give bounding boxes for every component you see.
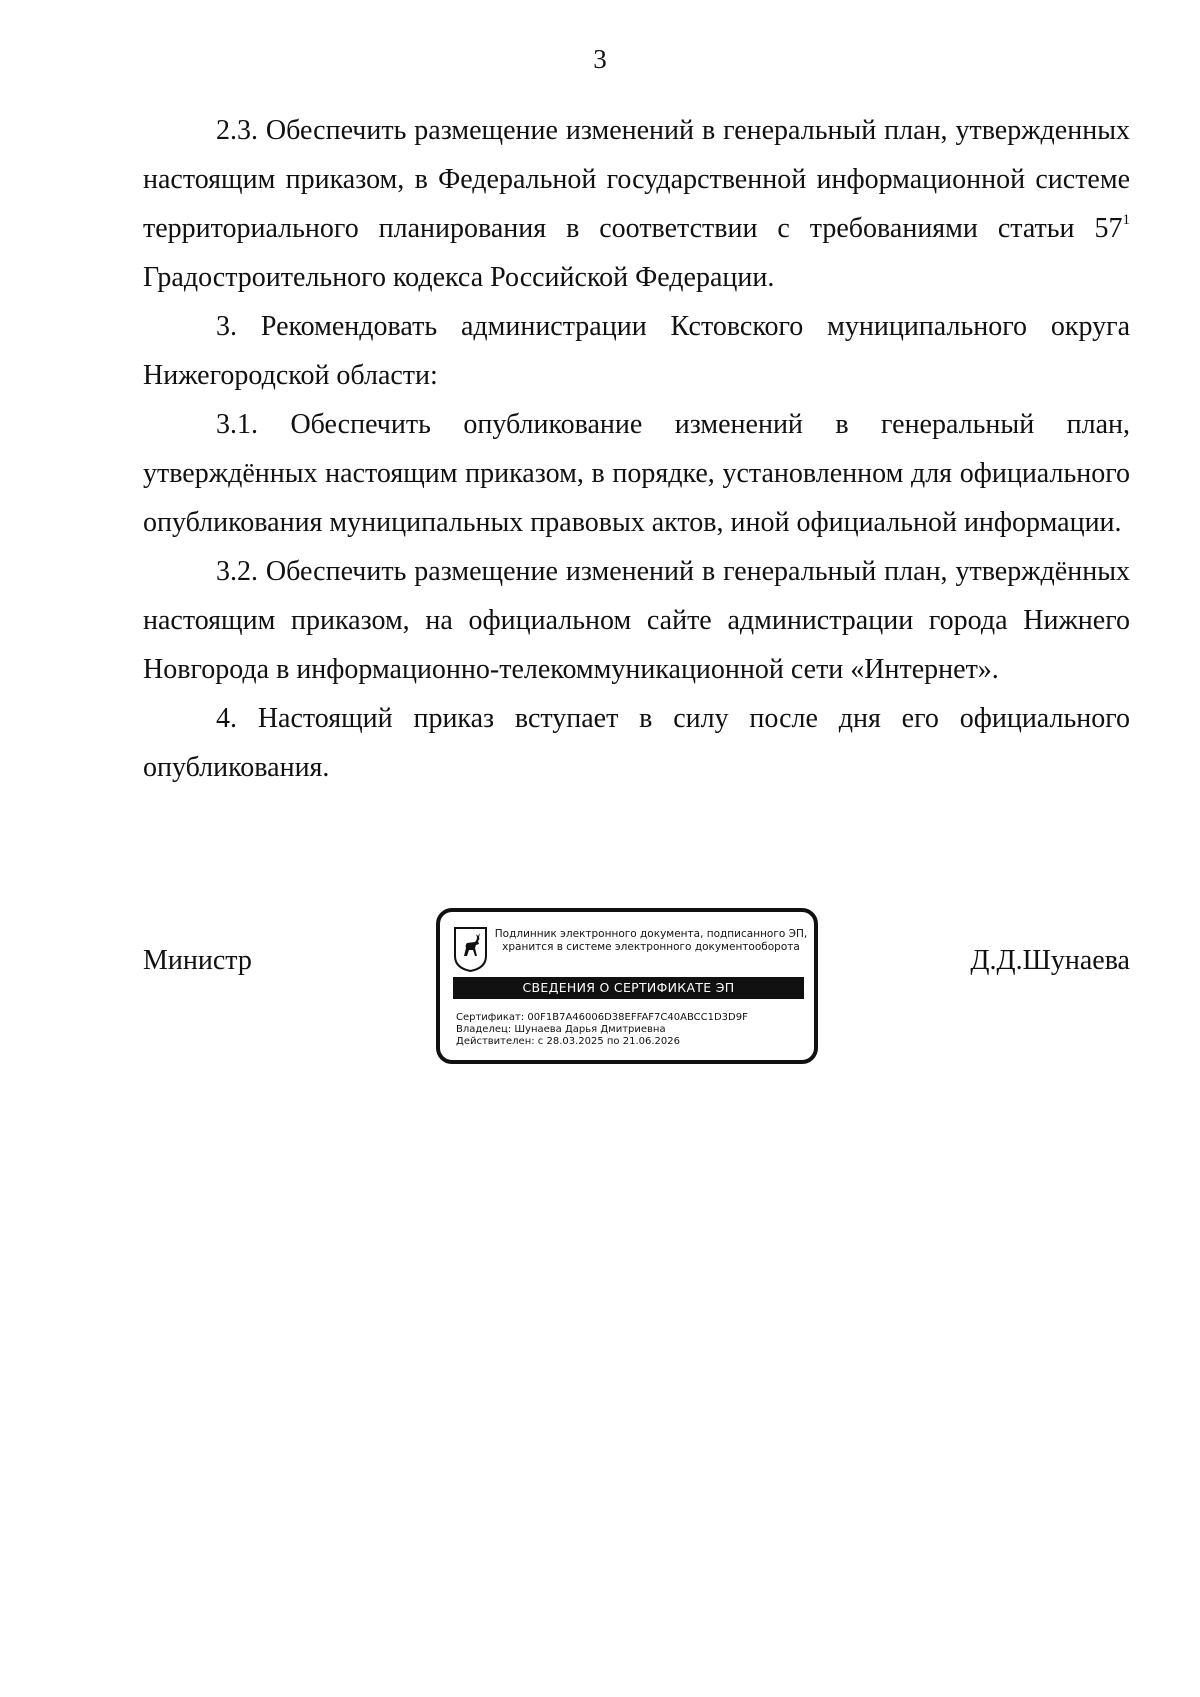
certificate-details [456, 1012, 748, 1048]
page-number: 3 [593, 44, 607, 74]
paragraph-4: 4. Настоящий приказ вступает в силу после дня его официального опубликования. [143, 703, 1130, 783]
deer-emblem-icon [453, 926, 488, 972]
paragraph-3-1: 3.1. Обеспечить опубликование изменений в генеральный план, утверждённых настоящим приказом, в порядке, установленном для официального опубликования муниципальных правовых актов, иной официальной информации. [143, 409, 1130, 538]
stamp-note-line1: Подлинник электронного документа, подписанного ЭП, [494, 928, 808, 940]
certificate-number: Сертификат: 00F1B7A46006D38EFFAF7C40ABCC1D3D9F [456, 1012, 748, 1023]
stamp-note [488, 928, 814, 954]
signer-position: Министр [143, 945, 252, 976]
paragraph-3: 3. Рекомендовать администрации Кстовского муниципального округа Нижегородской области: [143, 311, 1130, 391]
paragraph-2-3-text-a: 2.3. Обеспечить размещение изменений в генеральный план, утвержденных настоящим приказом, в Федеральной государственной информационной системе территориального планирования в соответствии с требованиями статьи 57 [143, 115, 1130, 244]
paragraph-2-3-text-b: Градостроительного кодекса Российской Федерации. [143, 262, 775, 293]
certificate-owner: Владелец: Шунаева Дарья Дмитриевна [456, 1024, 666, 1035]
article-superscript: 1 [1122, 212, 1130, 228]
paragraph-3-2: 3.2. Обеспечить размещение изменений в генеральный план, утверждённых настоящим приказом, на официальном сайте администрации города Нижнего Новгорода в информационно-телекоммуникационной сети «Интернет». [143, 556, 1130, 685]
certificate-validity: Действителен: с 28.03.2025 по 21.06.2026 [456, 1036, 680, 1047]
paragraph-2-3 [143, 106, 1130, 302]
stamp-note-line2: хранится в системе электронного документооборота [502, 941, 800, 953]
electronic-signature-stamp [436, 908, 818, 1064]
signer-name: Д.Д.Шунаева [970, 945, 1130, 976]
certificate-band-title: СВЕДЕНИЯ О СЕРТИФИКАТЕ ЭП [453, 977, 804, 999]
document-body [143, 106, 1130, 792]
